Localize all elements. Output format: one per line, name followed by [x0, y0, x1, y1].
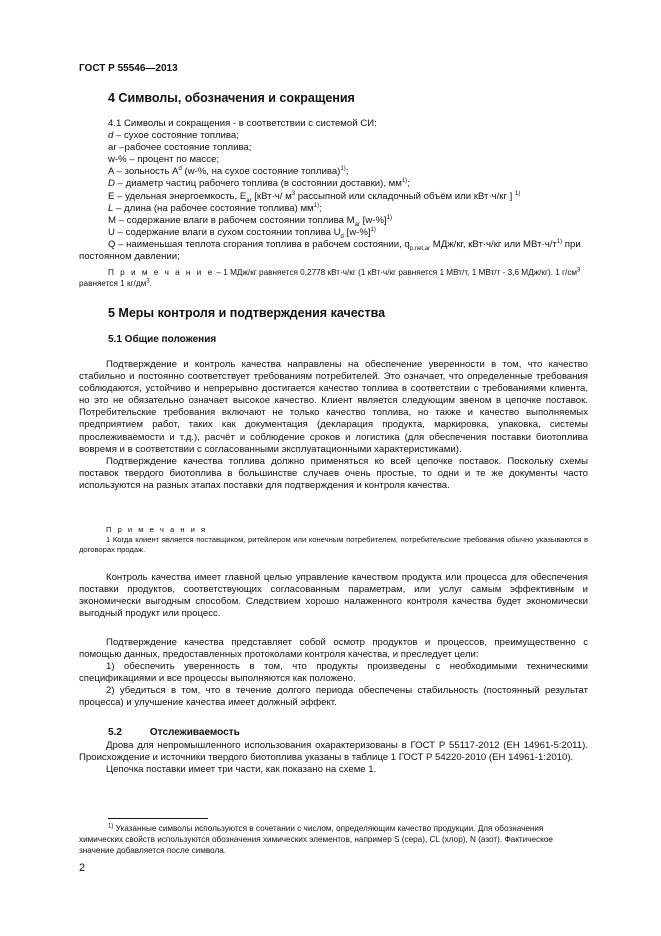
page-number: 2	[79, 862, 86, 874]
note-1: 1 Когда клиент является поставщиком, ритейлером или конечным потребителем, потребительские требования обычно указываются в договорах продаж.	[79, 535, 588, 554]
symbol-w: w-% – процент по массе;	[108, 154, 219, 166]
symbol-diameter: D – диаметр частиц рабочего топлива (в состоянии доставки), $мм^{1)}$;	[108, 178, 410, 190]
subsection-5-1-title: 5.1 Общие положения	[108, 334, 217, 345]
paragraph: Подтверждение качества представляет собой осмотр продуктов и процессов, преимущественно с помощью данных, предоставленных протоколами контроля качества, и преследует цели:	[79, 637, 588, 661]
symbol-e: E – удельная энергоемкость, $E_{ar}$ [кВт·ч/ $м^3$ рассыпной или складочный объём или кВт·ч/кг ] $^{1)}$	[108, 190, 521, 204]
footnote-ref: 1)	[386, 214, 392, 221]
goal-1: 1) обеспечить уверенность в том, что продукты произведены с необходимыми техническими спецификациями и все процессы выполняются как положено.	[79, 661, 588, 685]
footnote-mark: 1)	[108, 823, 114, 830]
quality-control-paragraph: Контроль качества имеет главной целью управление качеством продукта или процесса для обеспечения поставки продуктов, соответствующих согласованным параметрам, или услуг самым эффективным и экономически выгодным способом. Следствием хорошо налаженного контроля качества будет экономически выгодный продукт или процесс.	[79, 572, 588, 620]
footnote-ref: 1)	[340, 166, 346, 173]
symbols-intro: 4.1 Символы и сокращения - в соответствии с системой СИ:	[108, 118, 377, 129]
subsection-5-2-title: 5.2 Отслеживаемость	[108, 727, 240, 738]
notes-label: П р и м е ч а н и я	[106, 525, 208, 534]
section-4-title: 4 Символы, обозначения и сокращения	[108, 91, 355, 105]
goal-2: 2) убедиться в том, что в течение долгого периода обеспечены стабильность (постоянный результат процесса) и улучшение качества имеет должный эффект.	[79, 685, 588, 709]
paragraph: Цепочка поставки имеет три части, как показано на схеме 1.	[106, 764, 377, 776]
paragraph: Подтверждение качества топлива должно применяться ко всей цепочке поставок. Поскольку схемы поставок твердого биотоплива в большинстве случаев очень простые, то одни и те же документы часто используются на разных этапах поставки для подтверждения и контроля качества.	[79, 455, 588, 491]
symbol-d: d – сухое состояние топлива;	[108, 130, 239, 142]
footnote-divider	[108, 818, 208, 819]
quality-confirmation-paragraphs	[79, 637, 588, 710]
footnote-ref: 1)	[370, 226, 376, 233]
paragraph: Подтверждение и контроль качества направлены на обеспечение уверенности в том, что качество стабильно и постоянно соответствует требованиям потребителей. Это означает, что определенные требования соблюдаются, устойчиво и непрерывно достигается качество топлива в соответствии с требованиями клиента, но это не обязательно означает высокое качество. Клиент является следующим звеном в цепочке поставок. Потребительские требования включают не только качество топлива, но также и качество выполняемых предприятием работ, таких как документация (декларация продукта, маркировка, упаковка, системы прослеживаемости и т.д.), расчёт и соблюдение сроков и логистика (для обеспечения поставки биотоплива вовремя и в соответствии с согласованными эксплуатационными характеристиками).	[79, 359, 588, 455]
document-header-code: ГОСТ Р 55546—2013	[79, 63, 178, 74]
symbol-m: M – содержание влаги в рабочем состоянии топлива $M_{ar}$ $[w-\%]^{1)}$	[108, 214, 392, 228]
section-4-note: П р и м е ч а н и е – 1 МДж/кг равняется 0,2778 кВт·ч/кг (1 кВт·ч/кг равняется 1 МВт/т, 1 МВт/т - 3,6 МДж/кг). 1 $г/см^3$ равняется 1 $кг/дм^3$.	[79, 267, 581, 288]
footnote-ref: 1)	[401, 178, 408, 185]
section-5-1-notes	[79, 525, 588, 555]
paragraph: Дрова для непромышленного использования охарактеризованы в ГОСТ Р 55117-2012 (ЕН 14961-5:2011). Происхождение и источники твердого биотоплива указаны в таблице 1 ГОСТ Р 54220-2010 (ЕН 14961-1:2010).	[79, 740, 588, 764]
footnote: $^{1)}$ Указанные символы используются в сочетании с числом, определяющим качество продукции. Для обозначения химических свойств используются обозначения химических элементов, например S (сера), CL (хлор), N (азот). Фактическое значение добавляется после символа.	[79, 823, 553, 856]
symbol-l: L – длина (на рабочее состояние топлива) $мм^{1)}$;	[108, 202, 322, 214]
footnote-ref: 1)	[313, 202, 319, 209]
footnote-ref: 1)	[556, 238, 563, 245]
symbol-ar: ar –рабочее состояние топлива;	[108, 142, 252, 154]
footnote-ref: 1)	[515, 190, 521, 197]
symbol-a: A – зольность $A^d$ (w-%, на сухое состояние топлива)$^{1)}$;	[108, 166, 349, 178]
section-5-title: 5 Меры контроля и подтверждения качества	[108, 306, 386, 320]
symbol-q: Q – наименьшая теплота сгорания топлива в рабочем состоянии, $q_{p,net,ar}$ МДж/кг, кВт·ч/кг или $МВт\cdot ч/т^{1)}$ при постоянном давлении;	[79, 238, 581, 263]
section-5-2-body	[79, 740, 588, 776]
symbol-u: U – содержание влаги в сухом состоянии топлива $U_d$ $[w-\%]^{1)}$	[108, 226, 376, 240]
section-5-1-body	[79, 359, 588, 492]
section-4-symbol-list	[108, 118, 588, 239]
